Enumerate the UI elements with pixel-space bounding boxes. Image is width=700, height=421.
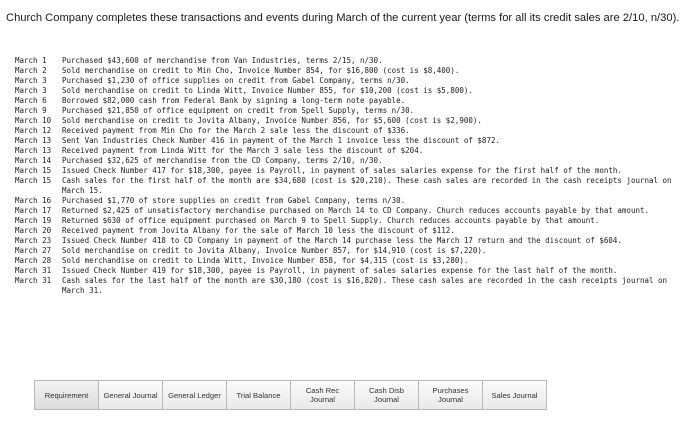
journal-tab-bar <box>34 380 546 410</box>
transaction-date: March 23 <box>15 236 52 245</box>
transaction-text: Purchased $21,850 of office equipment on credit from Spell Supply, terms n/30. <box>62 106 415 115</box>
transaction-date: March 2 <box>15 66 47 75</box>
transaction-item <box>15 166 687 176</box>
transaction-item <box>15 196 687 206</box>
transaction-date: March 13 <box>15 146 52 155</box>
transaction-text: Purchased $1,230 of office supplies on credit from Gabel Company, terms n/30. <box>62 76 410 85</box>
tab-requirement[interactable]: Requirement <box>34 380 99 410</box>
transaction-date: March 19 <box>15 216 52 225</box>
transaction-text: Issued Check Number 417 for $18,300, payee is Payroll, in payment of sales salaries expense for the first half of the month. <box>62 166 622 175</box>
transaction-item <box>15 206 687 216</box>
transaction-item <box>15 126 687 136</box>
transaction-date: March 3 <box>15 76 47 85</box>
tab-cash-disbursements-journal[interactable]: Cash Disb Journal <box>354 380 419 410</box>
transaction-text: Received payment from Min Cho for the March 2 sale less the discount of $336. <box>62 126 410 135</box>
transaction-text: Sold merchandise on credit to Jovita Albany, Invoice Number 857, for $14,910 (cost is $7,220). <box>62 246 487 255</box>
transaction-date: March 27 <box>15 246 52 255</box>
transaction-item <box>15 106 687 116</box>
transaction-item <box>15 276 687 296</box>
transaction-text: Sold merchandise on credit to Linda Witt, Invoice Number 858, for $4,315 (cost is $3,280). <box>62 256 469 265</box>
transaction-date: March 20 <box>15 226 52 235</box>
transaction-item <box>15 176 687 196</box>
transaction-text: Cash sales for the first half of the month are $34,680 (cost is $20,210). These cash sales are recorded in the cash receipts journal on March 15. <box>62 176 677 195</box>
transaction-text: Sent Van Industries Check Number 416 in payment of the March 1 invoice less the discount of $872. <box>62 136 500 145</box>
transaction-text: Sold merchandise on credit to Jovita Albany, Invoice Number 856, for $5,600 (cost is $2,900). <box>62 116 482 125</box>
transaction-item <box>15 56 687 66</box>
transaction-item <box>15 66 687 76</box>
transaction-text: Returned $2,425 of unsatisfactory merchandise purchased on March 14 to CD Company. Church reduces accounts payable by that amount. <box>62 206 649 215</box>
transaction-item <box>15 226 687 236</box>
tab-trial-balance[interactable]: Trial Balance <box>226 380 291 410</box>
transaction-date: March 6 <box>15 96 47 105</box>
transaction-text: Purchased $32,625 of merchandise from the CD Company, terms 2/10, n/30. <box>62 156 383 165</box>
transaction-list <box>15 56 687 296</box>
transaction-date: March 9 <box>15 106 47 115</box>
transaction-text: Cash sales for the last half of the month are $30,180 (cost is $16,820). These cash sales are recorded in the cash receipts journal on March 31. <box>62 276 672 295</box>
tab-cash-receipts-journal[interactable]: Cash Rec Journal <box>290 380 355 410</box>
transaction-item <box>15 156 687 166</box>
transaction-text: Borrowed $82,000 cash from Federal Bank by signing a long-term note payable. <box>62 96 406 105</box>
transaction-item <box>15 96 687 106</box>
tab-general-ledger[interactable]: General Ledger <box>162 380 227 410</box>
tab-general-journal[interactable]: General Journal <box>98 380 163 410</box>
transaction-item <box>15 86 687 96</box>
transaction-text: Purchased $1,770 of store supplies on credit from Gabel Company, terms n/30. <box>62 196 406 205</box>
transaction-text: Received payment from Linda Witt for the March 3 sale less the discount of $204. <box>62 146 424 155</box>
tab-purchases-journal[interactable]: Purchases Journal <box>418 380 483 410</box>
transaction-item <box>15 236 687 246</box>
transaction-date: March 31 <box>15 276 52 285</box>
transaction-text: Issued Check Number 418 to CD Company in payment of the March 14 purchase less the March 17 return and the discount of $604. <box>62 236 622 245</box>
transaction-item <box>15 136 687 146</box>
transaction-item <box>15 216 687 226</box>
transaction-date: March 3 <box>15 86 47 95</box>
transaction-item <box>15 146 687 156</box>
tab-sales-journal[interactable]: Sales Journal <box>482 380 547 410</box>
transaction-text: Sold merchandise on credit to Min Cho, Invoice Number 854, for $16,800 (cost is $8,400). <box>62 66 460 75</box>
transaction-text: Received payment from Jovita Albany for the sale of March 10 less the discount of $112. <box>62 226 455 235</box>
transaction-date: March 15 <box>15 176 52 185</box>
transaction-date: March 31 <box>15 266 52 275</box>
transaction-text: Sold merchandise on credit to Linda Witt, Invoice Number 855, for $10,200 (cost is $5,800). <box>62 86 473 95</box>
transaction-item <box>15 266 687 276</box>
transaction-date: March 12 <box>15 126 52 135</box>
transaction-date: March 15 <box>15 166 52 175</box>
transaction-item <box>15 246 687 256</box>
transaction-date: March 28 <box>15 256 52 265</box>
transaction-date: March 14 <box>15 156 52 165</box>
transaction-item <box>15 76 687 86</box>
transaction-date: March 10 <box>15 116 52 125</box>
transaction-date: March 13 <box>15 136 52 145</box>
transaction-date: March 1 <box>15 56 47 65</box>
transaction-date: March 17 <box>15 206 52 215</box>
transaction-date: March 16 <box>15 196 52 205</box>
transaction-item <box>15 116 687 126</box>
transaction-text: Purchased $43,600 of merchandise from Van Industries, terms 2/15, n/30. <box>62 56 383 65</box>
transaction-text: Issued Check Number 419 for $18,300, payee is Payroll, in payment of sales salaries expense for the last half of the month. <box>62 266 618 275</box>
transaction-text: Returned $630 of office equipment purchased on March 9 to Spell Supply. Church reduces accounts payable by that amount. <box>62 216 600 225</box>
transaction-item <box>15 256 687 266</box>
problem-intro: Church Company completes these transactions and events during March of the current year (terms for all its credit sales are 2/10, n/30). <box>6 12 680 24</box>
